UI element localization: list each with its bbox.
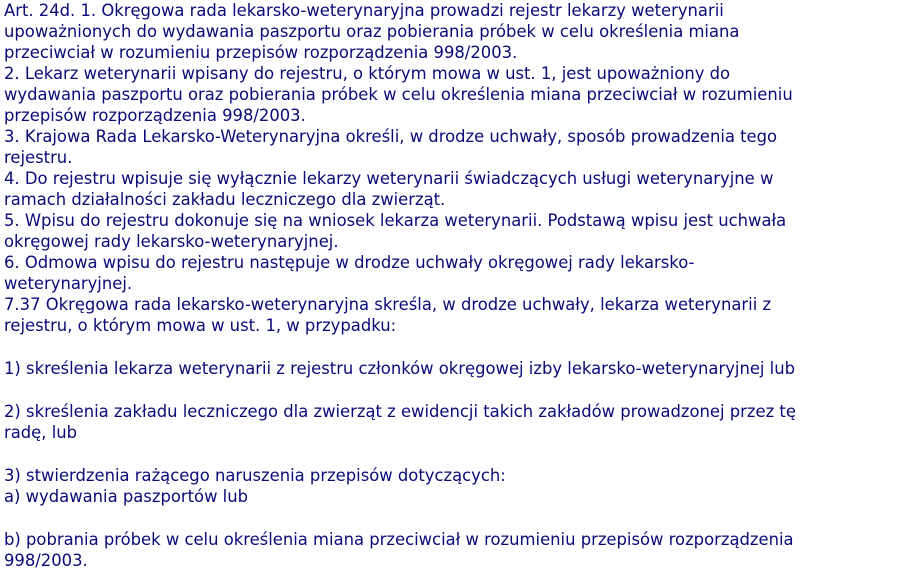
text-line: weterynaryjnej. [4,274,133,293]
blank-line [4,443,916,465]
text-line: 2. Lekarz weterynarii wpisany do rejestru, o którym mowa w ust. 1, jest upoważniony do [4,64,731,83]
text-line: przeciwciał w rozumieniu przepisów rozporządzenia 998/2003. [4,43,518,62]
blank-line [4,336,916,358]
blank-line [4,507,916,529]
blank-line [4,379,916,401]
text-line: upoważnionych do wydawania paszportu oraz pobierania próbek w celu określenia miana [4,22,740,41]
text-line: radę, lub [4,423,78,442]
text-line: 3. Krajowa Rada Lekarsko-Weterynaryjna określi, w drodze uchwały, sposób prowadzenia tego [4,127,778,146]
text-line: rejestru, o którym mowa w ust. 1, w przypadku: [4,316,397,335]
text-line: 5. Wpisu do rejestru dokonuje się na wniosek lekarza weterynarii. Podstawą wpisu jest uchwała [4,211,787,230]
text-line: przepisów rozporządzenia 998/2003. [4,106,306,125]
document-body [4,0,916,571]
text-line: 4. Do rejestru wpisuje się wyłącznie lekarzy weterynarii świadczących usługi weterynaryjne w [4,169,774,188]
text-line: 6. Odmowa wpisu do rejestru następuje w drodze uchwały okręgowej rady lekarsko- [4,253,695,272]
text-line: b) pobrania próbek w celu określenia miana przeciwciał w rozumieniu przepisów rozporządzenia [4,530,794,549]
text-line: 998/2003. [4,551,88,570]
text-line: Art. 24d. 1. Okręgowa rada lekarsko-weterynaryjna prowadzi rejestr lekarzy weterynarii [4,1,724,20]
text-line: 7.37 Okręgowa rada lekarsko-weterynaryjna skreśla, w drodze uchwały, lekarza weterynarii z [4,295,772,314]
text-line: ramach działalności zakładu leczniczego dla zwierząt. [4,190,446,209]
text-line: a) wydawania paszportów lub [4,487,249,506]
text-line: wydawania paszportu oraz pobierania próbek w celu określenia miana przeciwciał w rozumieniu [4,85,793,104]
text-line: 1) skreślenia lekarza weterynarii z rejestru członków okręgowej izby lekarsko-weterynaryjnej lub [4,359,796,378]
text-line: rejestru. [4,148,73,167]
text-line: 3) stwierdzenia rażącego naruszenia przepisów dotyczących: [4,466,506,485]
text-line: 2) skreślenia zakładu leczniczego dla zwierząt z ewidencji takich zakładów prowadzonej przez tę [4,402,796,421]
text-line: okręgowej rady lekarsko-weterynaryjnej. [4,232,339,251]
